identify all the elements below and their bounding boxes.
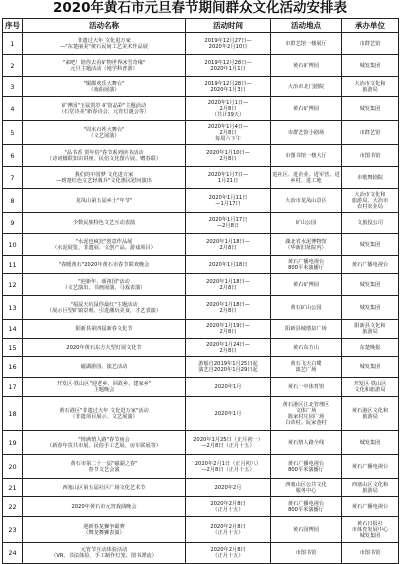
- cell-organizer: 市歌舞剧院: [342, 167, 399, 189]
- cell-organizer: 大冶市文化和 旅游局、大冶市 农村农业局: [342, 189, 399, 213]
- cell-activity-place: 大冶市龙凤山景区: [271, 189, 342, 213]
- table-row: [3, 97, 399, 121]
- cell-activity-place: 市图书馆: [271, 543, 342, 564]
- cell-activity-time: 2020年1月: [186, 378, 271, 397]
- cell-activity-name: 龙凤山第五届乡土"年节": [23, 189, 186, 213]
- cell-organizer: 黄石广播电视台: [342, 455, 399, 479]
- cell-activity-time: 游船自2019年1月25日起 演艺自2020年1月29日起: [186, 357, 271, 378]
- cell-no: 21: [3, 479, 23, 497]
- cell-no: 24: [3, 543, 23, 564]
- cell-activity-time: 2020年1月19日— 2月8日: [186, 320, 271, 339]
- table-row: [3, 431, 399, 455]
- cell-activity-place: 黄石矿博园: [271, 274, 342, 296]
- cell-organizer: 城发集团: [342, 357, 399, 378]
- cell-organizer: 城发集团: [342, 55, 399, 77]
- cell-activity-time: 2020年1月24日— 2月8日: [186, 339, 271, 357]
- cell-activity-name: 元宵节互动体验活动 （VR、书法体验、手工制作灯笼、图书漂流）: [23, 543, 186, 564]
- header-organizer: 承办单位: [342, 19, 399, 33]
- cell-activity-place: 进社区、进企业、进军营、进乡村、进工地: [271, 167, 342, 189]
- cell-organizer: 市图书馆: [342, 145, 399, 167]
- table-row: [3, 121, 399, 145]
- cell-activity-name: 西塞山区第五届社区广场文化艺术节: [23, 479, 186, 497]
- table-row: [3, 357, 399, 378]
- cell-activity-place: 阳新县城墩泉广场: [271, 320, 342, 339]
- header-activity-time: 活动时间: [186, 19, 271, 33]
- cell-organizer: 市群艺馆: [342, 33, 399, 55]
- table-row: [3, 378, 399, 397]
- cell-no: 18: [3, 397, 23, 431]
- cell-activity-place: 大冶市北门剧院: [271, 77, 342, 97]
- cell-activity-time: 2019年12月27日— 2020年2月10日: [186, 33, 271, 55]
- cell-activity-name: 2020年黄石市元宵戏曲晚会: [23, 497, 186, 517]
- table-row: [3, 543, 399, 564]
- table-body: [3, 33, 399, 564]
- cell-activity-name: "春暖黄石"2020年黄石市春节联欢晚会: [23, 256, 186, 274]
- cell-no: 19: [3, 431, 23, 455]
- cell-activity-place: 黄石矿山公园: [271, 296, 342, 320]
- cell-no: 17: [3, 378, 23, 397]
- table-header-row: [3, 19, 399, 33]
- cell-activity-place: 黄石东方山: [271, 339, 342, 357]
- cell-activity-name: 黄石市第二十一届"磁湖之春" 春节文艺会演: [23, 455, 186, 479]
- cell-no: 10: [3, 234, 23, 256]
- table-row: [3, 213, 399, 234]
- cell-activity-name: 开发区·铁山区"迎老乡、回故乡、建家乡" 主题晚会: [23, 378, 186, 397]
- table-row: [3, 167, 399, 189]
- cell-activity-time: 2020年1月1日— 2月8日 （共计39天）: [186, 97, 271, 121]
- cell-organizer: 黄石广播电视台: [342, 497, 399, 517]
- cell-no: 22: [3, 497, 23, 517]
- cell-activity-place: 黄石广播电视台 800平米演播厅: [271, 455, 342, 479]
- cell-organizer: 城发集团: [342, 296, 399, 320]
- header-no: 序号: [3, 19, 23, 33]
- cell-organizer: 城发集团: [342, 97, 399, 121]
- table-row: [3, 55, 399, 77]
- cell-organizer: 大冶市文化和 旅游局: [342, 77, 399, 97]
- cell-activity-name: 矿博园"玉鼠贺岁 矿馆晶彩"主题活动 （石堂诗美"新春诗会、元宵灯谜会等）: [23, 97, 186, 121]
- cell-activity-time: 2020年1月4日— 2月8日 每周六下午: [186, 121, 271, 145]
- cell-activity-place: 黄石港区江北管理区 文体广场 陈家村庄园广场 白帝村、阮家巷村: [271, 397, 342, 431]
- cell-organizer: 黄石日报社 市体育发展中心 城发集团: [342, 517, 399, 543]
- table-row: [3, 320, 399, 339]
- cell-activity-time: 2020年2月1日（正月初八） —2月8日（正月十五）: [186, 455, 271, 479]
- cell-activity-name: 少数民族特色文艺互动表演: [23, 213, 186, 234]
- cell-activity-time: 2020年1月18日— 2月8日: [186, 274, 271, 296]
- table-row: [3, 274, 399, 296]
- cell-organizer: 文旅投公司: [342, 213, 399, 234]
- cell-activity-name: 阳新县第四届新春文化节: [23, 320, 186, 339]
- cell-activity-name: "迎新年、颂祖国"活动 （文艺演出、书画展演、马戏表演）: [23, 274, 186, 296]
- cell-no: 2: [3, 55, 23, 77]
- cell-no: 16: [3, 357, 23, 378]
- cell-no: 3: [3, 77, 23, 97]
- cell-activity-name: 磁湖游园、演艺活动: [23, 357, 186, 378]
- header-activity-place: 活动地点: [271, 19, 342, 33]
- cell-organizer: 黄石港区文化和 旅游局: [342, 397, 399, 431]
- cell-activity-time: 2020年1月11日 —1月17日: [186, 189, 271, 213]
- cell-activity-name: 2020年黄石东方大型灯展文化节: [23, 339, 186, 357]
- cell-no: 11: [3, 256, 23, 274]
- table-row: [3, 397, 399, 431]
- cell-activity-place: 黄石情人路全线: [271, 431, 342, 455]
- cell-activity-time: 2020年1月18日— 2月8日: [186, 234, 271, 256]
- cell-activity-name: "铜都欢乐大舞台" （戏曲展演）: [23, 77, 186, 97]
- cell-activity-place: 黄石矿博园: [271, 55, 342, 77]
- cell-activity-name: "水泥也疯狂"创意作品展 （水泥展览、非遗展、文创产品、游戏项目）: [23, 234, 186, 256]
- cell-no: 20: [3, 455, 23, 479]
- cell-organizer: 西塞山区文化和 旅游局: [342, 479, 399, 497]
- cell-no: 1: [3, 33, 23, 55]
- cell-no: 12: [3, 274, 23, 296]
- cell-activity-place: 黄石矿博园: [271, 97, 342, 121]
- cell-activity-time: 2020年1月10日— 2月8日: [186, 145, 271, 167]
- table-row: [3, 517, 399, 543]
- table-row: [3, 256, 399, 274]
- cell-activity-time: 2020年2月8日 （正月十五）: [186, 517, 271, 543]
- cell-activity-name: 非遗过大年 文化进万家 —"东楚丽美"黄石民间工艺美术作品展: [23, 33, 186, 55]
- table-row: [3, 339, 399, 357]
- table-row: [3, 234, 399, 256]
- cell-activity-time: 2020年1月7日— 1月21日: [186, 167, 271, 189]
- table-row: [3, 497, 399, 517]
- cell-organizer: 市群艺馆: [342, 121, 399, 145]
- table-row: [3, 77, 399, 97]
- cell-organizer: 城发集团: [342, 274, 399, 296]
- cell-organizer: 黄石广播电视台: [342, 256, 399, 274]
- cell-activity-place: 市群艺馆小剧场: [271, 121, 342, 145]
- header-activity-name: 活动名称: [23, 19, 186, 33]
- cell-activity-name: 黄石港区"非遗过大年 文化进万家"活动 （非遗项目展示、文艺展演）: [23, 397, 186, 431]
- cell-activity-place: 湖北省水泥博物馆 （华新旧址院内）: [271, 234, 342, 256]
- table-row: [3, 33, 399, 55]
- cell-organizer: 城发集团: [342, 234, 399, 256]
- cell-no: 8: [3, 189, 23, 213]
- cell-activity-time: 2020年1月18日: [186, 256, 271, 274]
- cell-activity-place: 黄石飞天白鹭 演艺广场: [271, 357, 342, 378]
- cell-no: 6: [3, 145, 23, 167]
- cell-activity-time: 2020年1月: [186, 397, 271, 431]
- document-title: 2020年黄石市元旦春节期间群众文化活动安排表: [52, 0, 348, 16]
- cell-activity-place: 黄石广播电视台 800平米演播厅: [271, 256, 342, 274]
- cell-activity-place: 矿山公园: [271, 213, 342, 234]
- cell-activity-time: 2020年2月: [186, 479, 271, 497]
- cell-organizer: 城发集团: [342, 431, 399, 455]
- cell-activity-place: 黄石广播电视台 800平米演播厅: [271, 497, 342, 517]
- cell-activity-time: 2020年2月8日 （正月十五）: [186, 497, 271, 517]
- table-row: [3, 455, 399, 479]
- cell-activity-name: 我们的中国梦 文化进万家 —到楚红色文艺轻骑兵"文化惠民慰问演出: [23, 167, 186, 189]
- cell-activity-time: 2019年12月28日— 2020年1月1日: [186, 55, 271, 77]
- cell-no: 4: [3, 97, 23, 121]
- table-row: [3, 479, 399, 497]
- cell-activity-place: 西塞山区公共文化 服务中心: [271, 479, 342, 497]
- table-row: [3, 189, 399, 213]
- cell-activity-time: 2020年1月25日（正月初一） —2月8日（正月十五）: [186, 431, 271, 455]
- cell-activity-name: 迎新春龙狮争霸赛 （舞龙舞狮表演）: [23, 517, 186, 543]
- cell-no: 5: [3, 121, 23, 145]
- cell-organizer: 阳新县文化和 旅游局: [342, 320, 399, 339]
- cell-no: 15: [3, 339, 23, 357]
- cell-activity-name: "情满情人路"春节庙会 （新春年货共市展、民俗手工艺展、房车联展等）: [23, 431, 186, 455]
- cell-activity-place: 黄石一中体育馆: [271, 378, 342, 397]
- cell-organizer: 开发区·铁山区 文化和旅游局: [342, 378, 399, 397]
- cell-activity-place: 市图书馆一楼大厅: [271, 145, 342, 167]
- cell-activity-name: "福鼠天坑鼠你最红"主题活动 （展示巨型矿镇景观、引进潮玩美食，才艺表演）: [23, 296, 186, 320]
- table-row: [3, 145, 399, 167]
- cell-activity-name: "品书香 贺年俗"春节系列读书活动 （诗词楹联知识讲座、民俗文化图片展、赠春联）: [23, 145, 186, 167]
- cell-activity-place: 黄石园博园: [271, 517, 342, 543]
- cell-activity-time: 2019年12月28日— 2020年1月3日: [186, 77, 271, 97]
- cell-activity-time: 2020年1月17日 —2月8日: [186, 213, 271, 234]
- cell-activity-time: 2020年1月18日— 2月8日: [186, 296, 271, 320]
- cell-no: 7: [3, 167, 23, 189]
- cell-no: 14: [3, 320, 23, 339]
- cell-organizer: 东楚晚报: [342, 339, 399, 357]
- cell-organizer: 市图书馆: [342, 543, 399, 564]
- cell-activity-time: 2020年2月8日 （正月十五）: [186, 543, 271, 564]
- cell-activity-place: 市群艺馆一楼展厅: [271, 33, 342, 55]
- cell-activity-name: "周末百姓大舞台" （文艺展演）: [23, 121, 186, 145]
- cell-no: 9: [3, 213, 23, 234]
- cell-no: 13: [3, 296, 23, 320]
- cell-no: 23: [3, 517, 23, 543]
- cell-activity-name: "来吧！陪你去看矿物世界冰雪奇缘" 元旦主题活动（地学科普游）: [23, 55, 186, 77]
- table-row: [3, 296, 399, 320]
- activity-schedule-table: [2, 18, 399, 564]
